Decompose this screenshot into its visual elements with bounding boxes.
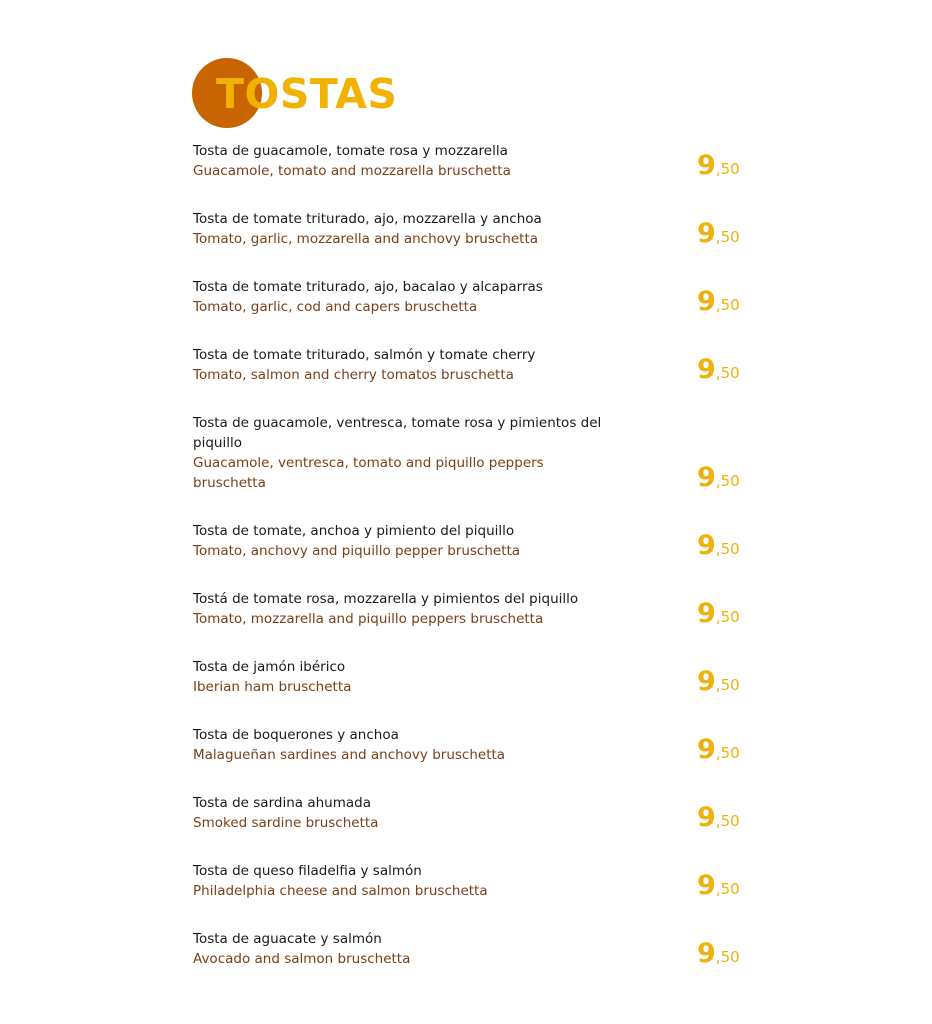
price-integer: 9 bbox=[697, 734, 716, 765]
menu-item-text bbox=[193, 793, 613, 833]
menu-item bbox=[193, 589, 753, 629]
price-decimal: ,50 bbox=[715, 812, 740, 830]
menu-item-text bbox=[193, 929, 613, 969]
menu-item-name-es: Tosta de sardina ahumada bbox=[193, 795, 371, 811]
price-integer: 9 bbox=[697, 150, 716, 181]
menu-item-price bbox=[697, 531, 740, 564]
price-decimal: ,50 bbox=[715, 948, 740, 966]
menu-item-list bbox=[193, 141, 753, 997]
menu-item-price bbox=[697, 803, 740, 836]
section-header bbox=[192, 58, 492, 128]
menu-item bbox=[193, 277, 753, 317]
menu-item-name-en: Tomato, salmon and cherry tomatos bruschetta bbox=[193, 367, 514, 383]
price-integer: 9 bbox=[697, 286, 716, 317]
menu-item-text bbox=[193, 657, 613, 697]
menu-item-name-es: Tostá de tomate rosa, mozzarella y pimientos del piquillo bbox=[193, 591, 579, 607]
price-decimal: ,50 bbox=[715, 540, 740, 558]
menu-item-name-en: Avocado and salmon bruschetta bbox=[193, 951, 411, 967]
menu-item bbox=[193, 521, 753, 561]
menu-item-price bbox=[697, 463, 740, 496]
section-title: TOSTAS bbox=[216, 70, 398, 118]
menu-item-name-en: Malagueñan sardines and anchovy bruschetta bbox=[193, 747, 506, 763]
menu-item-text bbox=[193, 209, 613, 249]
menu-item-price bbox=[697, 219, 740, 252]
price-integer: 9 bbox=[697, 870, 716, 901]
menu-item-name-es: Tosta de boquerones y anchoa bbox=[193, 727, 399, 743]
price-decimal: ,50 bbox=[715, 228, 740, 246]
price-decimal: ,50 bbox=[715, 296, 740, 314]
menu-item bbox=[193, 141, 753, 181]
menu-item-text bbox=[193, 861, 613, 901]
menu-item-name-es: Tosta de tomate triturado, ajo, mozzarella y anchoa bbox=[193, 211, 542, 227]
price-integer: 9 bbox=[697, 938, 716, 969]
menu-item-text bbox=[193, 413, 613, 493]
price-integer: 9 bbox=[697, 354, 716, 385]
menu-item-name-es: Tosta de tomate triturado, ajo, bacalao y alcaparras bbox=[193, 279, 543, 295]
menu-item-name-en: Iberian ham bruschetta bbox=[193, 679, 352, 695]
menu-item bbox=[193, 657, 753, 697]
price-decimal: ,50 bbox=[715, 160, 740, 178]
menu-item-text bbox=[193, 345, 613, 385]
menu-item-name-en: Tomato, anchovy and piquillo pepper bruschetta bbox=[193, 543, 521, 559]
menu-item-name-en: Tomato, garlic, mozzarella and anchovy bruschetta bbox=[193, 231, 539, 247]
menu-item bbox=[193, 413, 753, 493]
price-integer: 9 bbox=[697, 462, 716, 493]
price-decimal: ,50 bbox=[715, 880, 740, 898]
menu-item bbox=[193, 725, 753, 765]
menu-item bbox=[193, 793, 753, 833]
menu-item-name-es: Tosta de queso filadelfia y salmón bbox=[193, 863, 422, 879]
menu-item-name-en: Philadelphia cheese and salmon bruschetta bbox=[193, 883, 488, 899]
menu-item bbox=[193, 345, 753, 385]
menu-item-price bbox=[697, 667, 740, 700]
menu-item-name-en: Tomato, garlic, cod and capers bruschetta bbox=[193, 299, 478, 315]
menu-item-name-en: Tomato, mozzarella and piquillo peppers bruschetta bbox=[193, 611, 544, 627]
price-integer: 9 bbox=[697, 666, 716, 697]
menu-item-name-es: Tosta de tomate, anchoa y pimiento del piquillo bbox=[193, 523, 515, 539]
price-decimal: ,50 bbox=[715, 472, 740, 490]
menu-item-text bbox=[193, 277, 613, 317]
menu-item-text bbox=[193, 141, 613, 181]
menu-item-text bbox=[193, 521, 613, 561]
menu-item-name-es: Tosta de jamón ibérico bbox=[193, 659, 346, 675]
price-decimal: ,50 bbox=[715, 676, 740, 694]
price-integer: 9 bbox=[697, 530, 716, 561]
menu-item-price bbox=[697, 735, 740, 768]
menu-item-price bbox=[697, 151, 740, 184]
price-decimal: ,50 bbox=[715, 744, 740, 762]
price-decimal: ,50 bbox=[715, 364, 740, 382]
price-decimal: ,50 bbox=[715, 608, 740, 626]
menu-item-name-es: Tosta de guacamole, tomate rosa y mozzarella bbox=[193, 143, 508, 159]
menu-item bbox=[193, 929, 753, 969]
menu-item-name-en: Guacamole, ventresca, tomato and piquillo peppers bruschetta bbox=[193, 455, 544, 491]
menu-item bbox=[193, 861, 753, 901]
menu-item-price bbox=[697, 287, 740, 320]
menu-item bbox=[193, 209, 753, 249]
menu-item-name-es: Tosta de guacamole, ventresca, tomate rosa y pimientos del piquillo bbox=[193, 415, 602, 451]
menu-item-price bbox=[697, 939, 740, 972]
menu-item-name-es: Tosta de aguacate y salmón bbox=[193, 931, 382, 947]
menu-item-name-en: Smoked sardine bruschetta bbox=[193, 815, 379, 831]
price-integer: 9 bbox=[697, 218, 716, 249]
menu-item-price bbox=[697, 355, 740, 388]
menu-item-text bbox=[193, 725, 613, 765]
price-integer: 9 bbox=[697, 598, 716, 629]
price-integer: 9 bbox=[697, 802, 716, 833]
menu-item-name-es: Tosta de tomate triturado, salmón y tomate cherry bbox=[193, 347, 536, 363]
menu-item-name-en: Guacamole, tomato and mozzarella bruschetta bbox=[193, 163, 511, 179]
menu-item-price bbox=[697, 599, 740, 632]
menu-item-price bbox=[697, 871, 740, 904]
menu-item-text bbox=[193, 589, 613, 629]
